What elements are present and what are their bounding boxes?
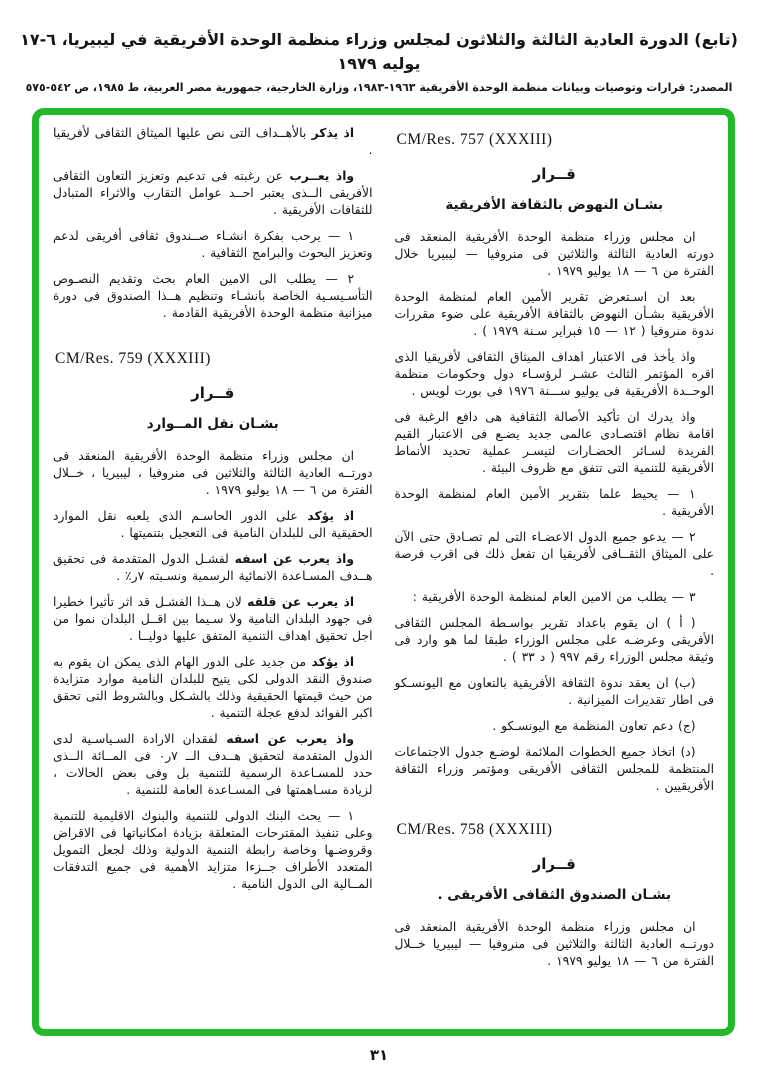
paragraph-text: ٢ — يدعو جميع الدول الاعضـاء التى لم تصـادق حتى الآن على الميثاق الثقــافى لأفريقيا ان تفعل ذلك فى اقرب فرصة . — [394, 530, 714, 578]
paragraph — [53, 168, 373, 219]
paragraph-text: على الدور الحاسـم الذى يلعبه نقل الموارد الحقيقية الى للبلدان النامية فى التعجيل بتنميتها . — [53, 509, 373, 540]
resolution-757-section — [395, 131, 715, 795]
paragraph-text: عن رغبته فى تدعيم وتعزيز التعاون الثقافى الأفريقى الــذى يعتبر احــد عوامل التقارب والاثراء المتبادل للثقافات الأفريقية . — [53, 169, 373, 217]
paragraph-text: ان مجلس وزراء منظمة الوحدة الأفريقية المنعقد فى دورتــه العادية الثالثة والثلاثين فى منروفيا — ليبيريا خــلال الفترة من ٦ — ١٨ يوليو ١٩٧٩ . — [394, 920, 714, 968]
lettered-subitem — [395, 744, 715, 795]
paragraph-text: لفشـل الدول المتقدمة فى تحقيق هــدف المسـاعدة الانمائية الرسمية ونسـبته ٧ر٪ . — [53, 552, 373, 583]
paragraph — [395, 349, 715, 400]
paragraph-text: ان مجلس وزراء منظمة الوحدة الأفريقية المنعقد فى دورتــه العادية الثالثة والثلاثين فى منروفيا ، ليبيريا ، خــلال الفترة من ٦ — ١٨ يوليو ١٩٧٩ . — [53, 449, 373, 497]
header-session-title: (تابع) الدورة العادية الثالثة والثلاثون لمجلس وزراء منظمة الوحدة الأفريقية في ليبيريا، ٦-١٧ يوليه ١٩٧٩ — [20, 30, 738, 73]
resolution-758-section — [395, 821, 715, 970]
paragraph-text: ١ — يحيط علما بتقرير الأمين العام لمنظمة الوحدة الأفريقية . — [394, 487, 714, 518]
paragraph-lead: اذ يؤكد — [297, 509, 355, 523]
resolution-757-subtitle: بشـان النهوض بالثقافة الأفريقية — [445, 197, 664, 213]
paragraph-lead: اذ يعرب عن قلقه — [241, 595, 355, 609]
resolution-759-title: قــرار — [191, 384, 235, 402]
resolution-759-subtitle: بشـان نقل المــوارد — [146, 416, 279, 432]
paragraph-text: ان مجلس وزراء منظمة الوحدة الأفريقية المنعقد فى دورته العادية الثالثة والثلاثين فى منروفيا — ليبيريا خلال الفترة من ٦ — ١٨ يوليو ١٩٧٩ . — [394, 230, 714, 278]
paragraph-text: ١ — يرحب بفكرة انشـاء صــندوق ثقافى أفريقى لدعم وتعزيز البحوث والبرامج الثقافية . — [53, 229, 373, 260]
lettered-subitem — [395, 675, 715, 709]
numbered-item — [53, 808, 373, 893]
paragraph-text: ( أ ) ان يقوم باعداد تقرير بواسـطة المجلس الثقافى الأفريقى وعرضـه على مجلس الوزراء طبقا لما هو وارد فى وثيقة مجلس الوزراء رقم ٩٩٧ ( د ٣٣ ) . — [394, 616, 714, 664]
page-header — [12, 28, 746, 95]
paragraph-lead: واذ يعــرب — [282, 169, 355, 183]
paragraph-text: بعد ان اسـتعرض تقرير الأمين العام لمنظمة الوحدة الأفريقية بشـأن النهوض بالثقافة الأفريقية على ضوء مقررات ندوة منروفيا ( ١٢ — ١٥ فبراير سـنة ١٩٧٩ ) . — [394, 290, 714, 338]
paragraph-text: ٣ — يطلب من الامين العام لمنظمة الوحدة الأفريقية : — [412, 590, 696, 604]
paragraph — [53, 508, 373, 542]
paragraph-lead: واذ يعرب عن اسفه — [217, 732, 355, 746]
paragraph-text: بالأهــداف التى نص عليها الميثاق الثقافى لأفريقيا . — [53, 126, 373, 157]
paragraph — [53, 125, 373, 159]
content-border-box — [32, 108, 735, 1036]
paragraph-text: (ج) دعم تعاون المنظمة مع اليونسـكو . — [492, 719, 696, 733]
paragraph-text: واذ يأخذ فى الاعتبار اهداف الميثاق الثقافى لأفريقيا الذى اقره المؤتمر الثالث عشـر لرؤسـاء دول وحكومات منظمة الوحــدة الأفريقية فى يوليو ســـنة ١٩٧٦ فى بورت لويس . — [394, 350, 714, 398]
numbered-item — [53, 228, 373, 262]
header-source-line: المصدر: قرارات وتوصيات وبيانات منظمة الوحدة الأفريقية ١٩٦٣-١٩٨٣، وزارة الخارجية، جمهورية مصر العربية، ط ١٩٨٥، ص ٥٤٢-٥٧٥ — [25, 81, 733, 94]
paragraph — [53, 731, 373, 799]
paragraph — [53, 448, 373, 499]
paragraph — [53, 654, 373, 722]
two-column-layout — [53, 125, 714, 1023]
paragraph-text: واذ يدرك ان تأكيد الأصالة الثقافية هى دافع الرغبة فى اقامة نظام اقتصـادى عالمى جديد يضـع فى الاعتبار القيم الفريدة لسـائر الحضـارات لتيسـر عملية تحديد الأنماط الأفريقية للتنمية التى تتفق مع ظروف البيئة . — [394, 410, 714, 475]
numbered-item — [53, 271, 373, 322]
paragraph-text: (ب) ان يعقد ندوة الثقافة الأفريقية بالتعاون مع اليونسـكو فى اطار تقديرات الميزانية . — [394, 676, 714, 707]
resolution-758-ref: CM/Res. 758 (XXXIII) — [396, 821, 553, 838]
paragraph-text: ٢ — يطلب الى الامين العام بحث وتقديم النصـوص التأسـيسـية الخاصة بانشـاء وتنظيم هــذا الصندوق فى دورة ميزانية منظمة الوحدة الأفريقية القادمة . — [53, 272, 373, 320]
paragraph-text: (د) اتخاذ جميع الخطوات الملائمة لوضـع جدول الاجتماعات المنتظمة للمجلس الثقافى الأفريقى ومؤتمر وزراء الثقافة الأفريقيين . — [394, 745, 714, 793]
paragraph — [395, 229, 715, 280]
paragraph — [395, 289, 715, 340]
lettered-subitem — [395, 718, 715, 735]
paragraph — [53, 594, 373, 645]
paragraph-text: لان هــذا الفشـل قد اثر تأثيرا خطيرا فى جهود البلدان النامية ولا سـيما بين اقــل البلدان نموا من اجل تحقيق اهداف التنمية المتفق عليها دوليــا . — [53, 595, 373, 643]
resolution-757-ref: CM/Res. 757 (XXXIII) — [396, 131, 553, 148]
resolution-757-title: قــرار — [532, 165, 576, 183]
paragraph-lead: اذ يذكر — [306, 126, 355, 140]
paragraph — [53, 551, 373, 585]
numbered-item — [395, 589, 715, 606]
resolution-758-title: قــرار — [532, 855, 576, 873]
paragraph-lead: واذ يعرب عن اسفه — [228, 552, 355, 566]
paragraph-text: ١ — يحث البنك الدولى للتنمية والبنوك الاقليمية للتنمية وعلى تنفيذ المقترحات المتعلقة بزيادة امكانياتها فى الاقراض وقروضـها وخاصة رابطة التنمية الدولية وذلك لجعل التمويل المتعدد الأطراف جــزءا متزايد الأهمية فى جميع التدفقات المــالية الى الدول النامية . — [53, 809, 373, 891]
paragraph-text: لفقدان الارادة السـياسـية لدى الدول المتقدمة لتحقيق هــدف الــ ٧ر٠ فى المــائة الــذى حدد للمسـاعدة الرسمية للتنمية بل وفى بعض الحالات ، لزيادة مسـاهمتها فى المسـاعدة العامة للتنمية . — [53, 732, 373, 797]
numbered-item — [395, 486, 715, 520]
page-number: ٣١ — [369, 1046, 389, 1064]
resolution-759-ref: CM/Res. 759 (XXXIII) — [55, 350, 211, 367]
paragraph-text: من جديد على الدور الهام الذى يمكن ان يقوم به صندوق النقد الدولى لكى يتيح للبلدان النامية موارد متزايدة من حيث قيمتها الحقيقية وذلك بالشـكل وبالشروط التى تحقق اكبر الفوائد لدفع عجلة التنمية . — [53, 655, 373, 720]
paragraph — [395, 409, 715, 477]
column-left — [53, 125, 373, 1023]
numbered-item — [395, 529, 715, 580]
resolution-759-section — [53, 350, 373, 893]
paragraph — [395, 919, 715, 970]
resolution-757-continuation — [53, 125, 373, 322]
lettered-subitem — [395, 615, 715, 666]
column-right — [395, 125, 715, 1023]
resolution-758-subtitle: بشـان الصندوق الثقافى الأفريقى . — [437, 887, 672, 903]
paragraph-lead: اذ يؤكد — [306, 655, 355, 669]
